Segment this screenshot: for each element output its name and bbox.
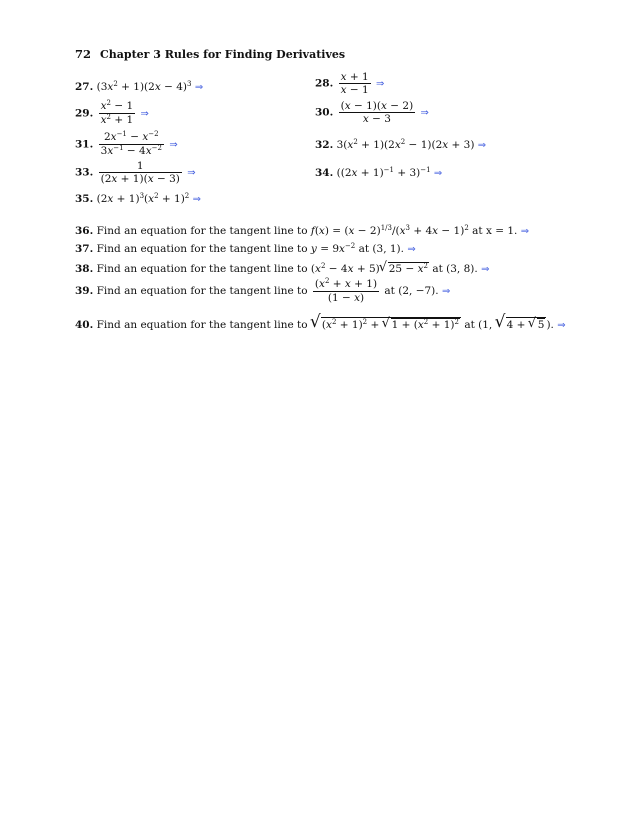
square-root: √ $(x^2 + 1)^2$ + √ $1 + (x^2 + 1)^2$	[311, 317, 461, 331]
fraction: $\frac{x^2 - 1}{x^2 + 1}$	[100, 99, 134, 126]
solution-link-arrow-icon[interactable]: ⇒	[140, 108, 149, 120]
problem-32	[315, 139, 486, 151]
problem-text: Find an equation for the tangent line to	[96, 285, 308, 297]
problem-number: 29.	[75, 107, 94, 120]
problem-expression: $(3x^2 + 1)(2x - 4)^3$	[96, 80, 192, 93]
problem-29	[75, 100, 149, 127]
problem-expression: $(x^2 - 4x + 5)√$ $25 - x^2$	[311, 263, 429, 275]
problem-28	[315, 71, 384, 96]
square-root: √ $25 - x^2$	[380, 262, 429, 275]
fraction: $\frac{2x^{-1} - x^{-2}}{3x^{-1} - 4x^{-2}}$	[100, 130, 162, 157]
problem-expression: $(2x + 1)^3(x^2 + 1)^2$	[96, 192, 190, 205]
problem-text: Find an equation for the tangent line to	[96, 263, 308, 275]
problem-number: 40.	[75, 319, 94, 331]
problem-point: at x = 1.	[472, 225, 518, 237]
problem-text: Find an equation for the tangent line to	[96, 243, 308, 255]
problem-number: 31.	[75, 138, 94, 151]
solution-link-arrow-icon[interactable]: ⇒	[557, 320, 566, 331]
problem-36	[75, 225, 529, 237]
problem-40	[75, 317, 566, 331]
problem-number: 37.	[75, 243, 94, 255]
problem-30	[315, 100, 429, 125]
problem-34	[315, 167, 442, 179]
problem-number: 32.	[315, 139, 334, 151]
solution-link-arrow-icon[interactable]: ⇒	[477, 140, 487, 151]
problem-expression: $((2x + 1)^{-1} + 3)^{-1}$	[336, 166, 431, 179]
problem-number: 36.	[75, 225, 94, 237]
problem-31	[75, 131, 178, 158]
solution-link-arrow-icon[interactable]: ⇒	[441, 286, 451, 297]
problem-point: at (3, 8).	[432, 263, 478, 275]
problem-35	[75, 193, 201, 205]
problem-text: Find an equation for the tangent line to	[96, 319, 308, 331]
problem-38	[75, 262, 489, 275]
solution-link-arrow-icon[interactable]: ⇒	[481, 264, 490, 275]
solution-link-arrow-icon[interactable]: ⇒	[194, 82, 204, 93]
solution-link-arrow-icon[interactable]: ⇒	[433, 168, 443, 179]
problem-expression: $3(x^2 + 1)(2x^2 - 1)(2x + 3)$	[336, 138, 475, 151]
solution-link-arrow-icon[interactable]: ⇒	[376, 78, 385, 90]
problem-number: 33.	[75, 166, 94, 179]
problem-point: at (3, 1).	[358, 243, 404, 255]
solution-link-arrow-icon[interactable]: ⇒	[407, 244, 416, 255]
problem-text: Find an equation for the tangent line to	[96, 225, 308, 237]
problem-number: 34.	[315, 167, 334, 179]
problem-number: 30.	[315, 106, 334, 119]
solution-link-arrow-icon[interactable]: ⇒	[420, 107, 429, 119]
solution-link-arrow-icon[interactable]: ⇒	[520, 226, 530, 237]
solution-link-arrow-icon[interactable]: ⇒	[187, 167, 196, 179]
solution-link-arrow-icon[interactable]: ⇒	[169, 139, 178, 151]
fraction: $\frac{(x^2 + x + 1)}{(1 - x)}$	[314, 277, 378, 304]
fraction: $\frac{x + 1}{x - 1}$	[340, 71, 369, 96]
page-number: 72	[75, 47, 92, 61]
problem-number: 35.	[75, 193, 94, 205]
problem-number: 38.	[75, 263, 94, 275]
problem-37	[75, 243, 416, 255]
problem-expression: $y = 9x^{-2}$	[310, 242, 356, 255]
problem-number: 27.	[75, 81, 94, 93]
chapter-title: Chapter 3 Rules for Finding Derivatives	[100, 48, 346, 61]
problem-number: 28.	[315, 77, 334, 90]
problem-point: at (1, √ 4 + √ 5 ).	[464, 319, 554, 331]
problem-point: at (2, −7).	[384, 285, 439, 297]
problem-33	[75, 160, 196, 185]
problem-39	[75, 278, 450, 304]
problem-number: 39.	[75, 285, 94, 297]
fraction: $\frac{(x - 1)(x - 2)}{x - 3}$	[340, 100, 414, 125]
fraction: $\frac{1}{(2x + 1)(x - 3)}$	[100, 160, 180, 185]
solution-link-arrow-icon[interactable]: ⇒	[192, 194, 201, 205]
problem-27	[75, 81, 203, 93]
problem-expression: $f(x) = (x - 2)^{1/3}/(x^3 + 4x - 1)^2$	[310, 224, 469, 237]
